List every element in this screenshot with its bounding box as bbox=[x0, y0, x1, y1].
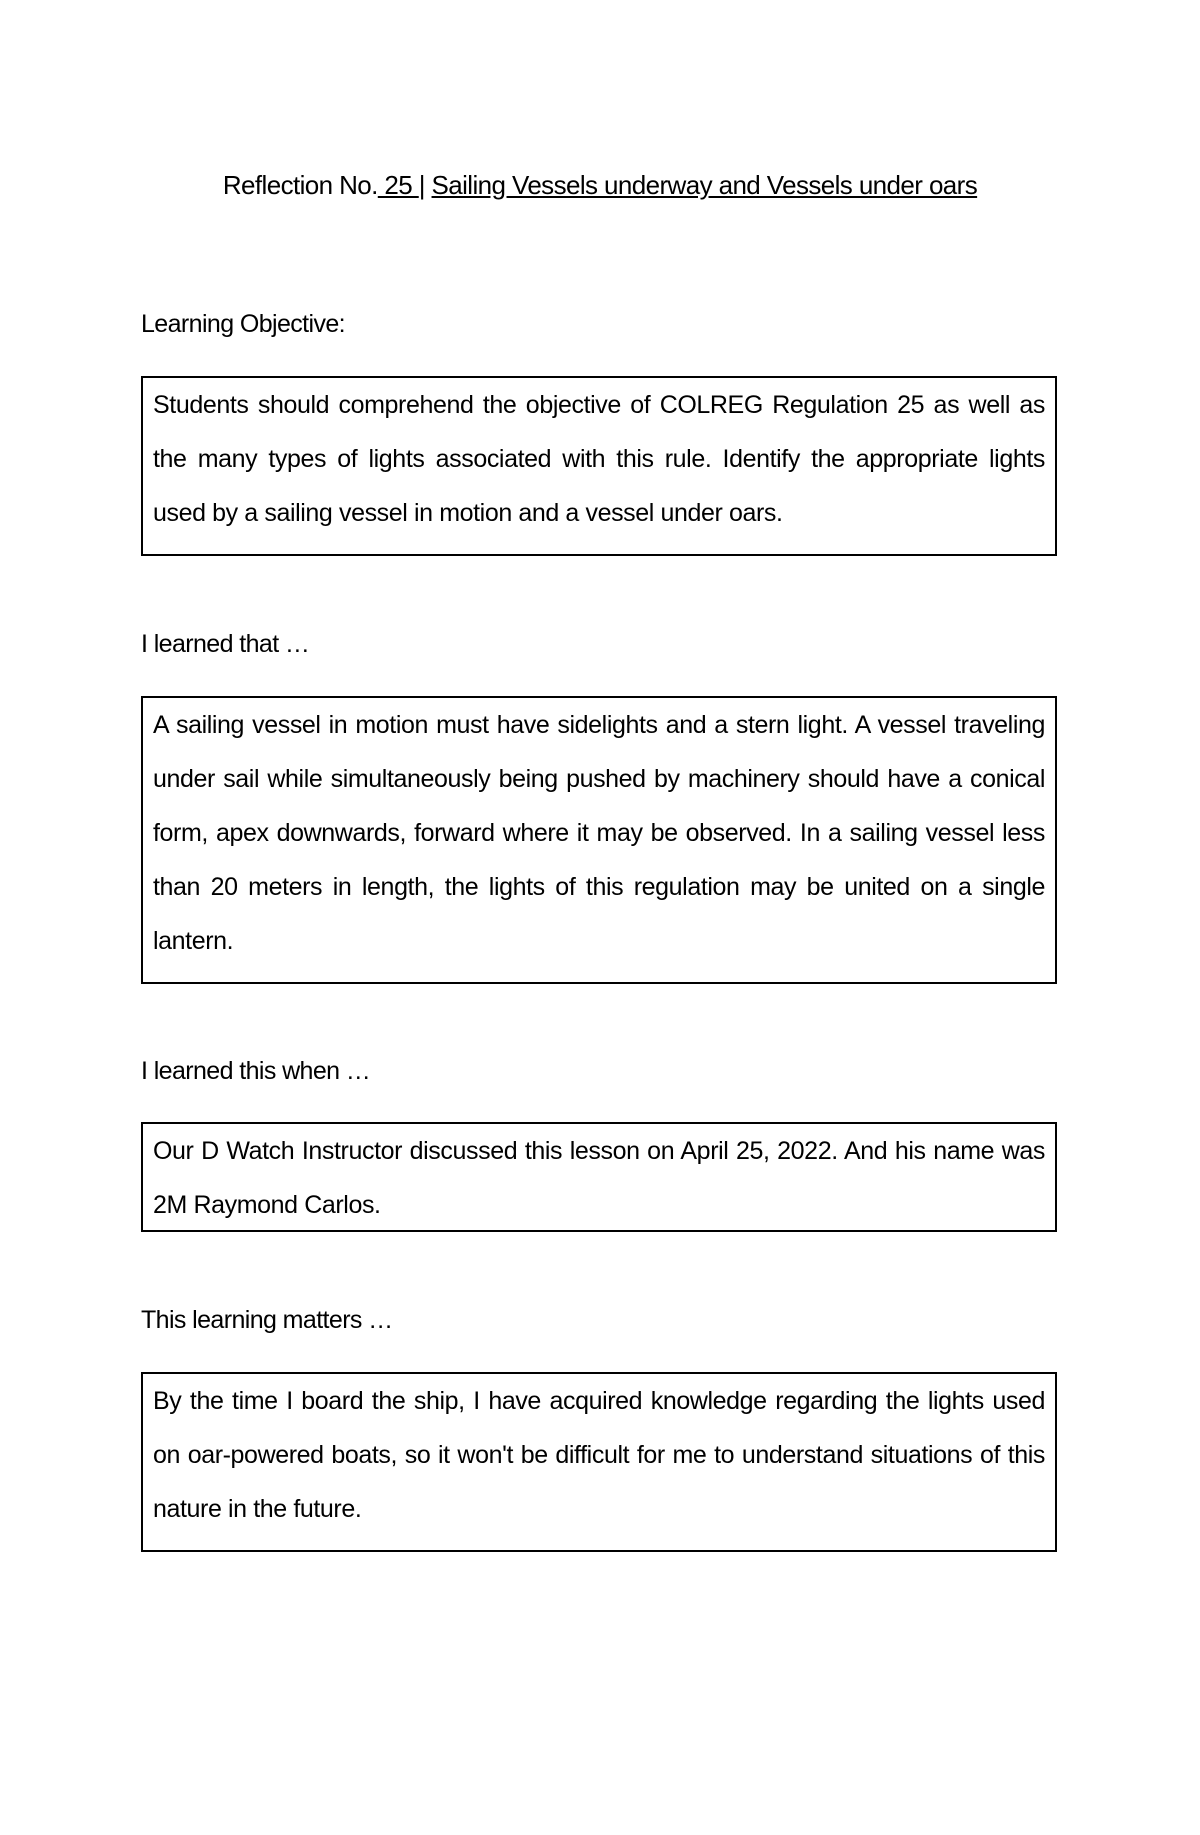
i-learned-this-when-box bbox=[141, 1122, 1057, 1232]
learning-objective-heading: Learning Objective: bbox=[141, 310, 346, 338]
learning-objective-text: Students should comprehend the objective of COLREG Regulation 25 as well as the many types of lights associated with this rule. Identify the appropriate lights used by a sailing vessel in motion and a vessel under oars. bbox=[153, 391, 1045, 527]
i-learned-this-when-text: Our D Watch Instructor discussed this lesson on April 25, 2022. And his name was 2M Raymond Carlos. bbox=[153, 1137, 1045, 1219]
i-learned-that-text: A sailing vessel in motion must have sidelights and a stern light. A vessel traveling under sail while simultaneously being pushed by machinery should have a conical form, apex downwards, forward where it may be observed. In a sailing vessel less than 20 meters in length, the lights of this regulation may be united on a single lantern. bbox=[153, 711, 1045, 955]
learning-matters-text: By the time I board the ship, I have acquired knowledge regarding the lights used on oar-powered boats, so it won't be difficult for me to understand situations of this nature in the future. bbox=[153, 1387, 1045, 1523]
learning-matters-box bbox=[141, 1372, 1057, 1552]
i-learned-that-box bbox=[141, 696, 1057, 984]
i-learned-that-heading: I learned that … bbox=[141, 630, 310, 658]
i-learned-this-when-heading: I learned this when … bbox=[141, 1057, 371, 1085]
reflection-title bbox=[0, 170, 1200, 201]
reflection-topic: Sailing Vessels underway and Vessels under oars bbox=[431, 170, 978, 200]
title-prefix: Reflection No. bbox=[222, 170, 378, 200]
learning-objective-box bbox=[141, 376, 1057, 556]
reflection-number: 25 bbox=[377, 170, 419, 200]
title-separator: | bbox=[418, 170, 432, 200]
learning-matters-heading: This learning matters … bbox=[141, 1306, 393, 1334]
